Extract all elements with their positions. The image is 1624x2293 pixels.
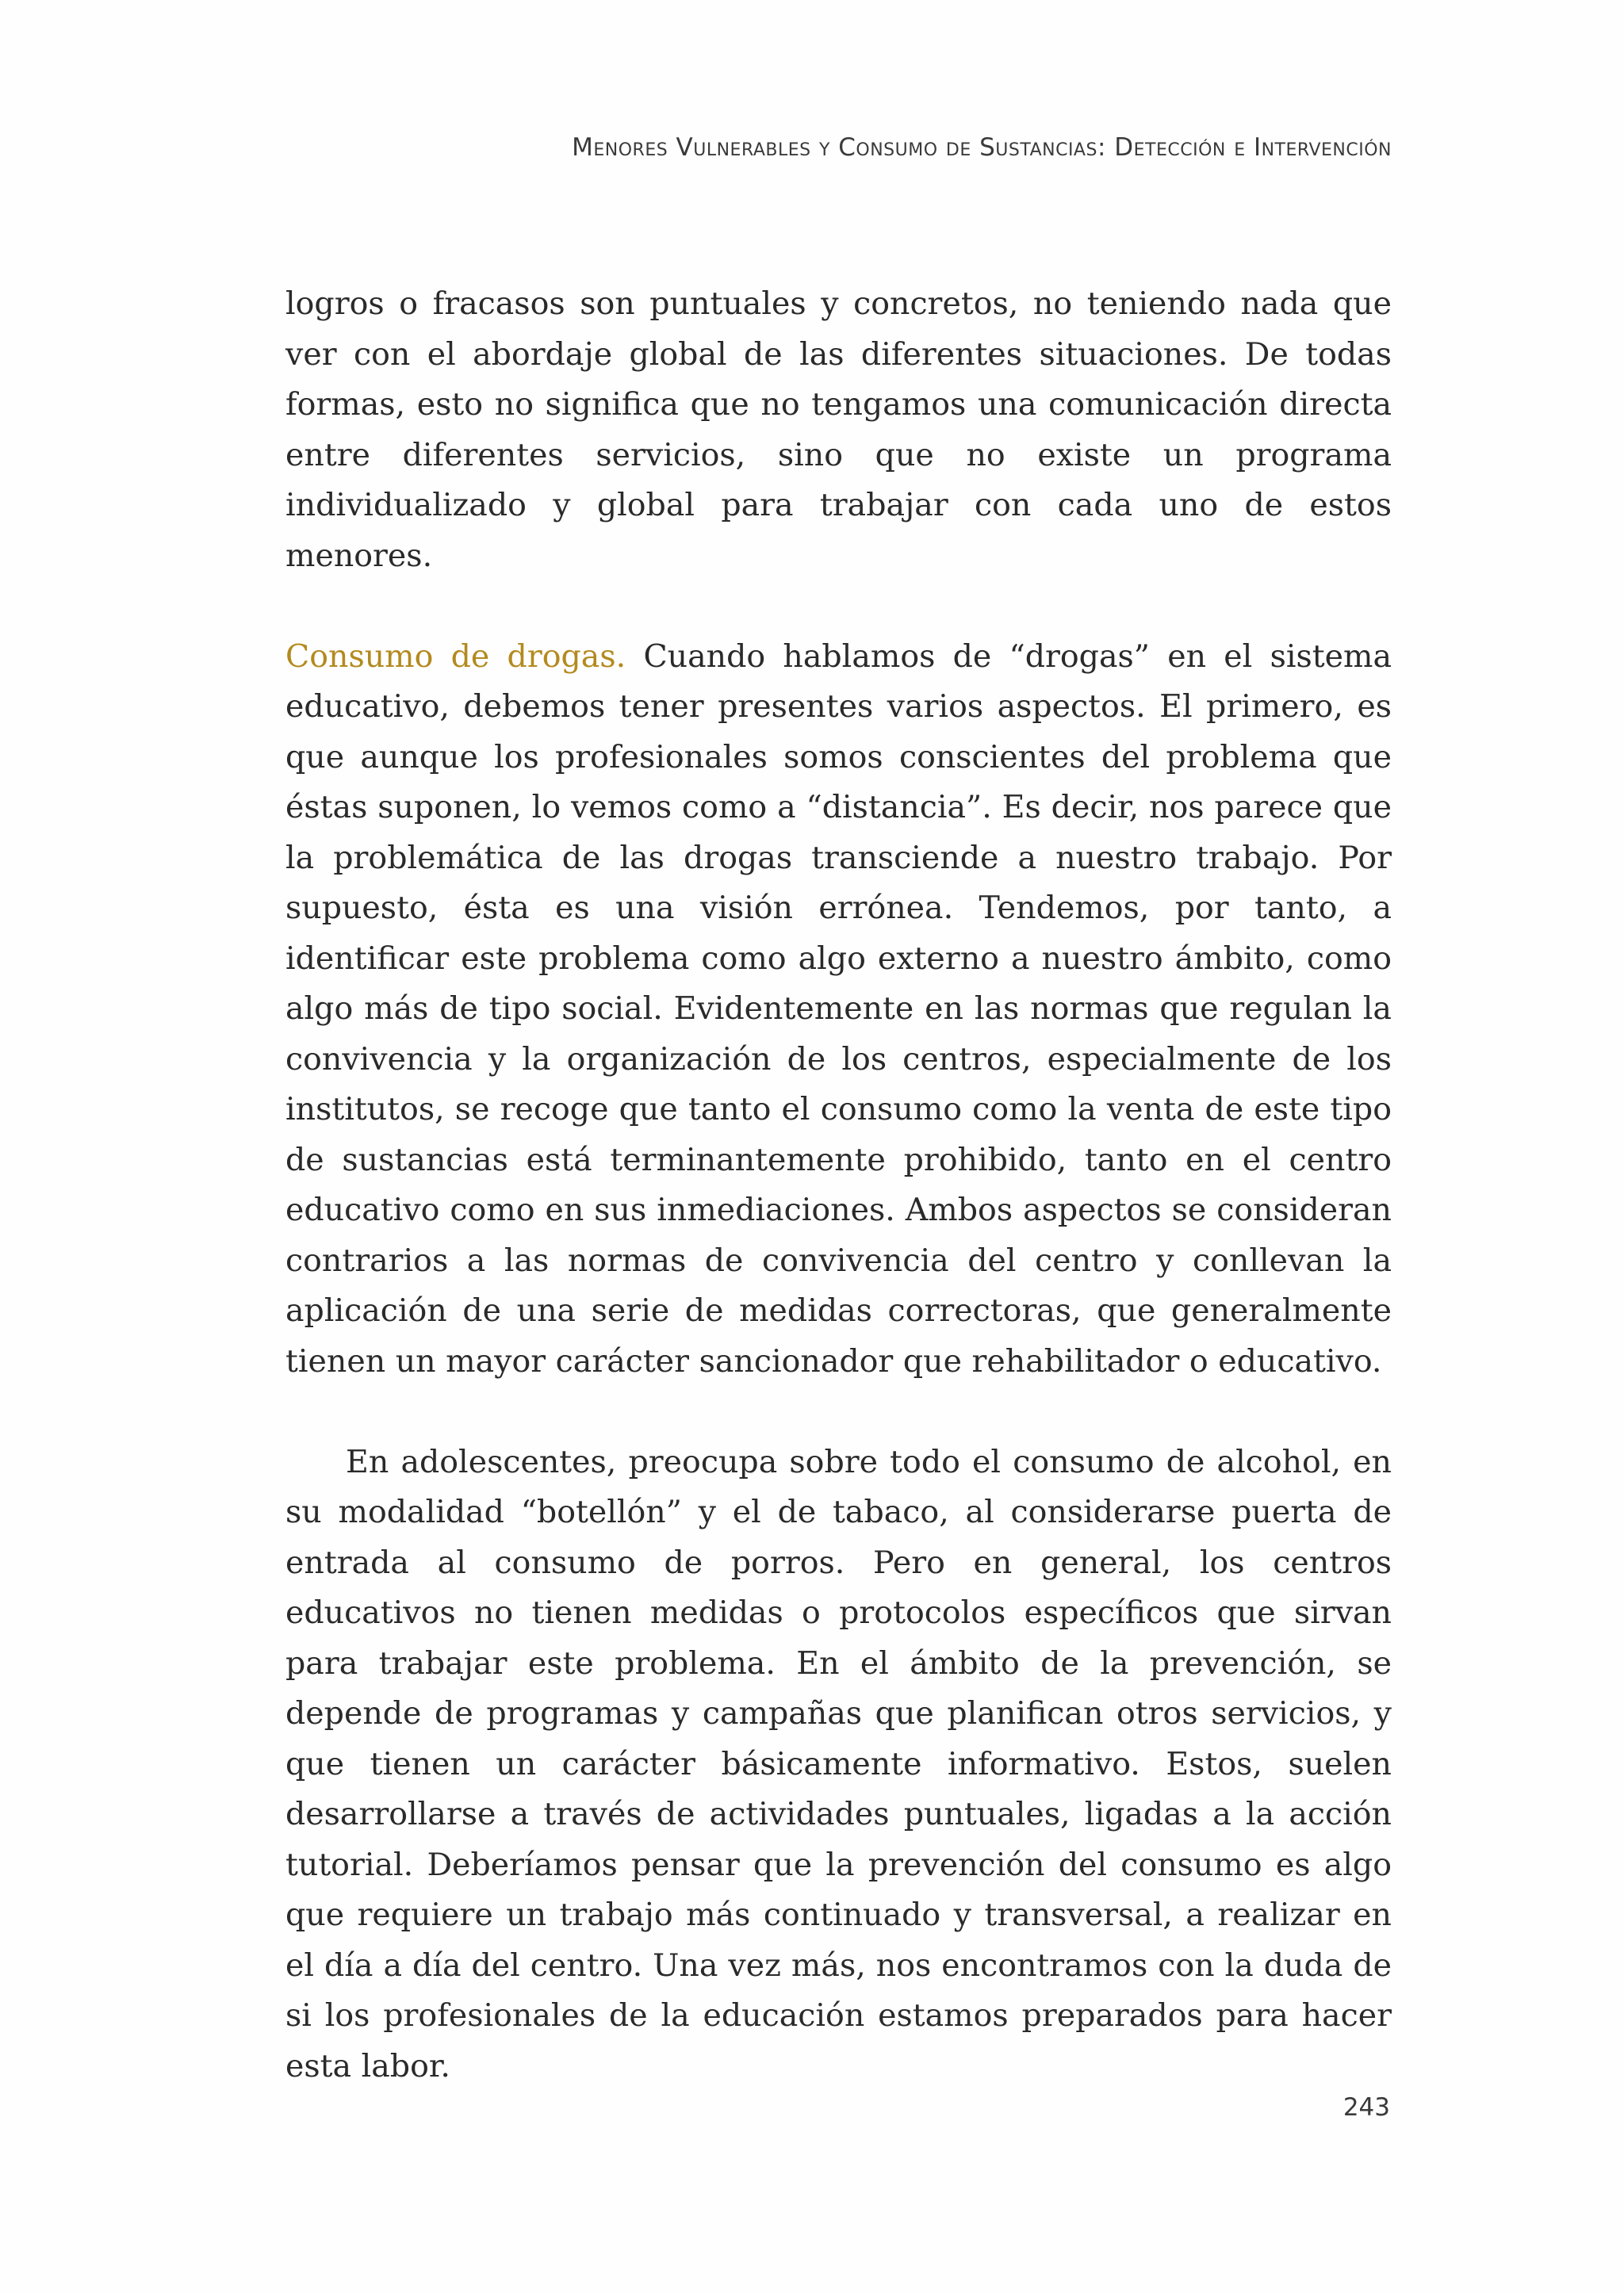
- paragraph-continuation: logros o fracasos son puntuales y concretos, no teniendo nada que ver con el abordaje global de las diferentes situaciones. De todas formas, esto no significa que no tengamos una comunicación directa entre diferentes servicios, sino que no existe un programa individualizado y global para trabajar con cada uno de estos menores.: [285, 285, 1392, 574]
- paragraph-drug-consumption: [285, 632, 1392, 1388]
- paragraph-drug-consumption-text: Cuando hablamos de “drogas” en el sistema educativo, debemos tener presentes varios aspectos. El primero, es que aunque los profesionales somos conscientes del problema que éstas suponen, lo vemos como a “distancia”. Es decir, nos parece que la problemática de las drogas transciende a nuestro trabajo. Por supuesto, ésta es una visión errónea. Tendemos, por tanto, a identificar este problema como algo externo a nuestro ámbito, como algo más de tipo social. Evidentemente en las normas que regulan la convivencia y la organización de los centros, especialmente de los institutos, se recoge que tanto el consumo como la venta de este tipo de sustancias está terminantemente prohibido, tanto en el centro educativo como en sus inmediaciones. Ambos aspectos se consideran contrarios a las normas de convivencia del centro y conllevan la aplicación de una serie de medidas correctoras, que generalmente tienen un mayor carácter sancionador que rehabilitador o educativo.: [285, 637, 1392, 1380]
- section-lead-heading: Consumo de drogas.: [285, 637, 626, 675]
- running-header: Menores Vulnerables y Consumo de Sustancias: Detección e Intervención: [572, 133, 1392, 162]
- body-text: [285, 279, 1392, 2092]
- page-number: 243: [1342, 2093, 1390, 2122]
- paragraph-adolescents: En adolescentes, preocupa sobre todo el consumo de alcohol, en su modalidad “botellón” y el de tabaco, al considerarse puerta de entrada al consumo de porros. Pero en general, los centros educativos no tienen medidas o protocolos específicos que sirvan para trabajar este problema. En el ámbito de la prevención, se depende de programas y campañas que planifican otros servicios, y que tienen un carácter básicamente informativo. Estos, suelen desarrollarse a través de actividades puntuales, ligadas a la acción tutorial. Deberíamos pensar que la prevención del consumo es algo que requiere un trabajo más continuado y transversal, a realizar en el día a día del centro. Una vez más, nos encontramos con la duda de si los profesionales de la educación estamos preparados para hacer esta labor.: [285, 1443, 1392, 2084]
